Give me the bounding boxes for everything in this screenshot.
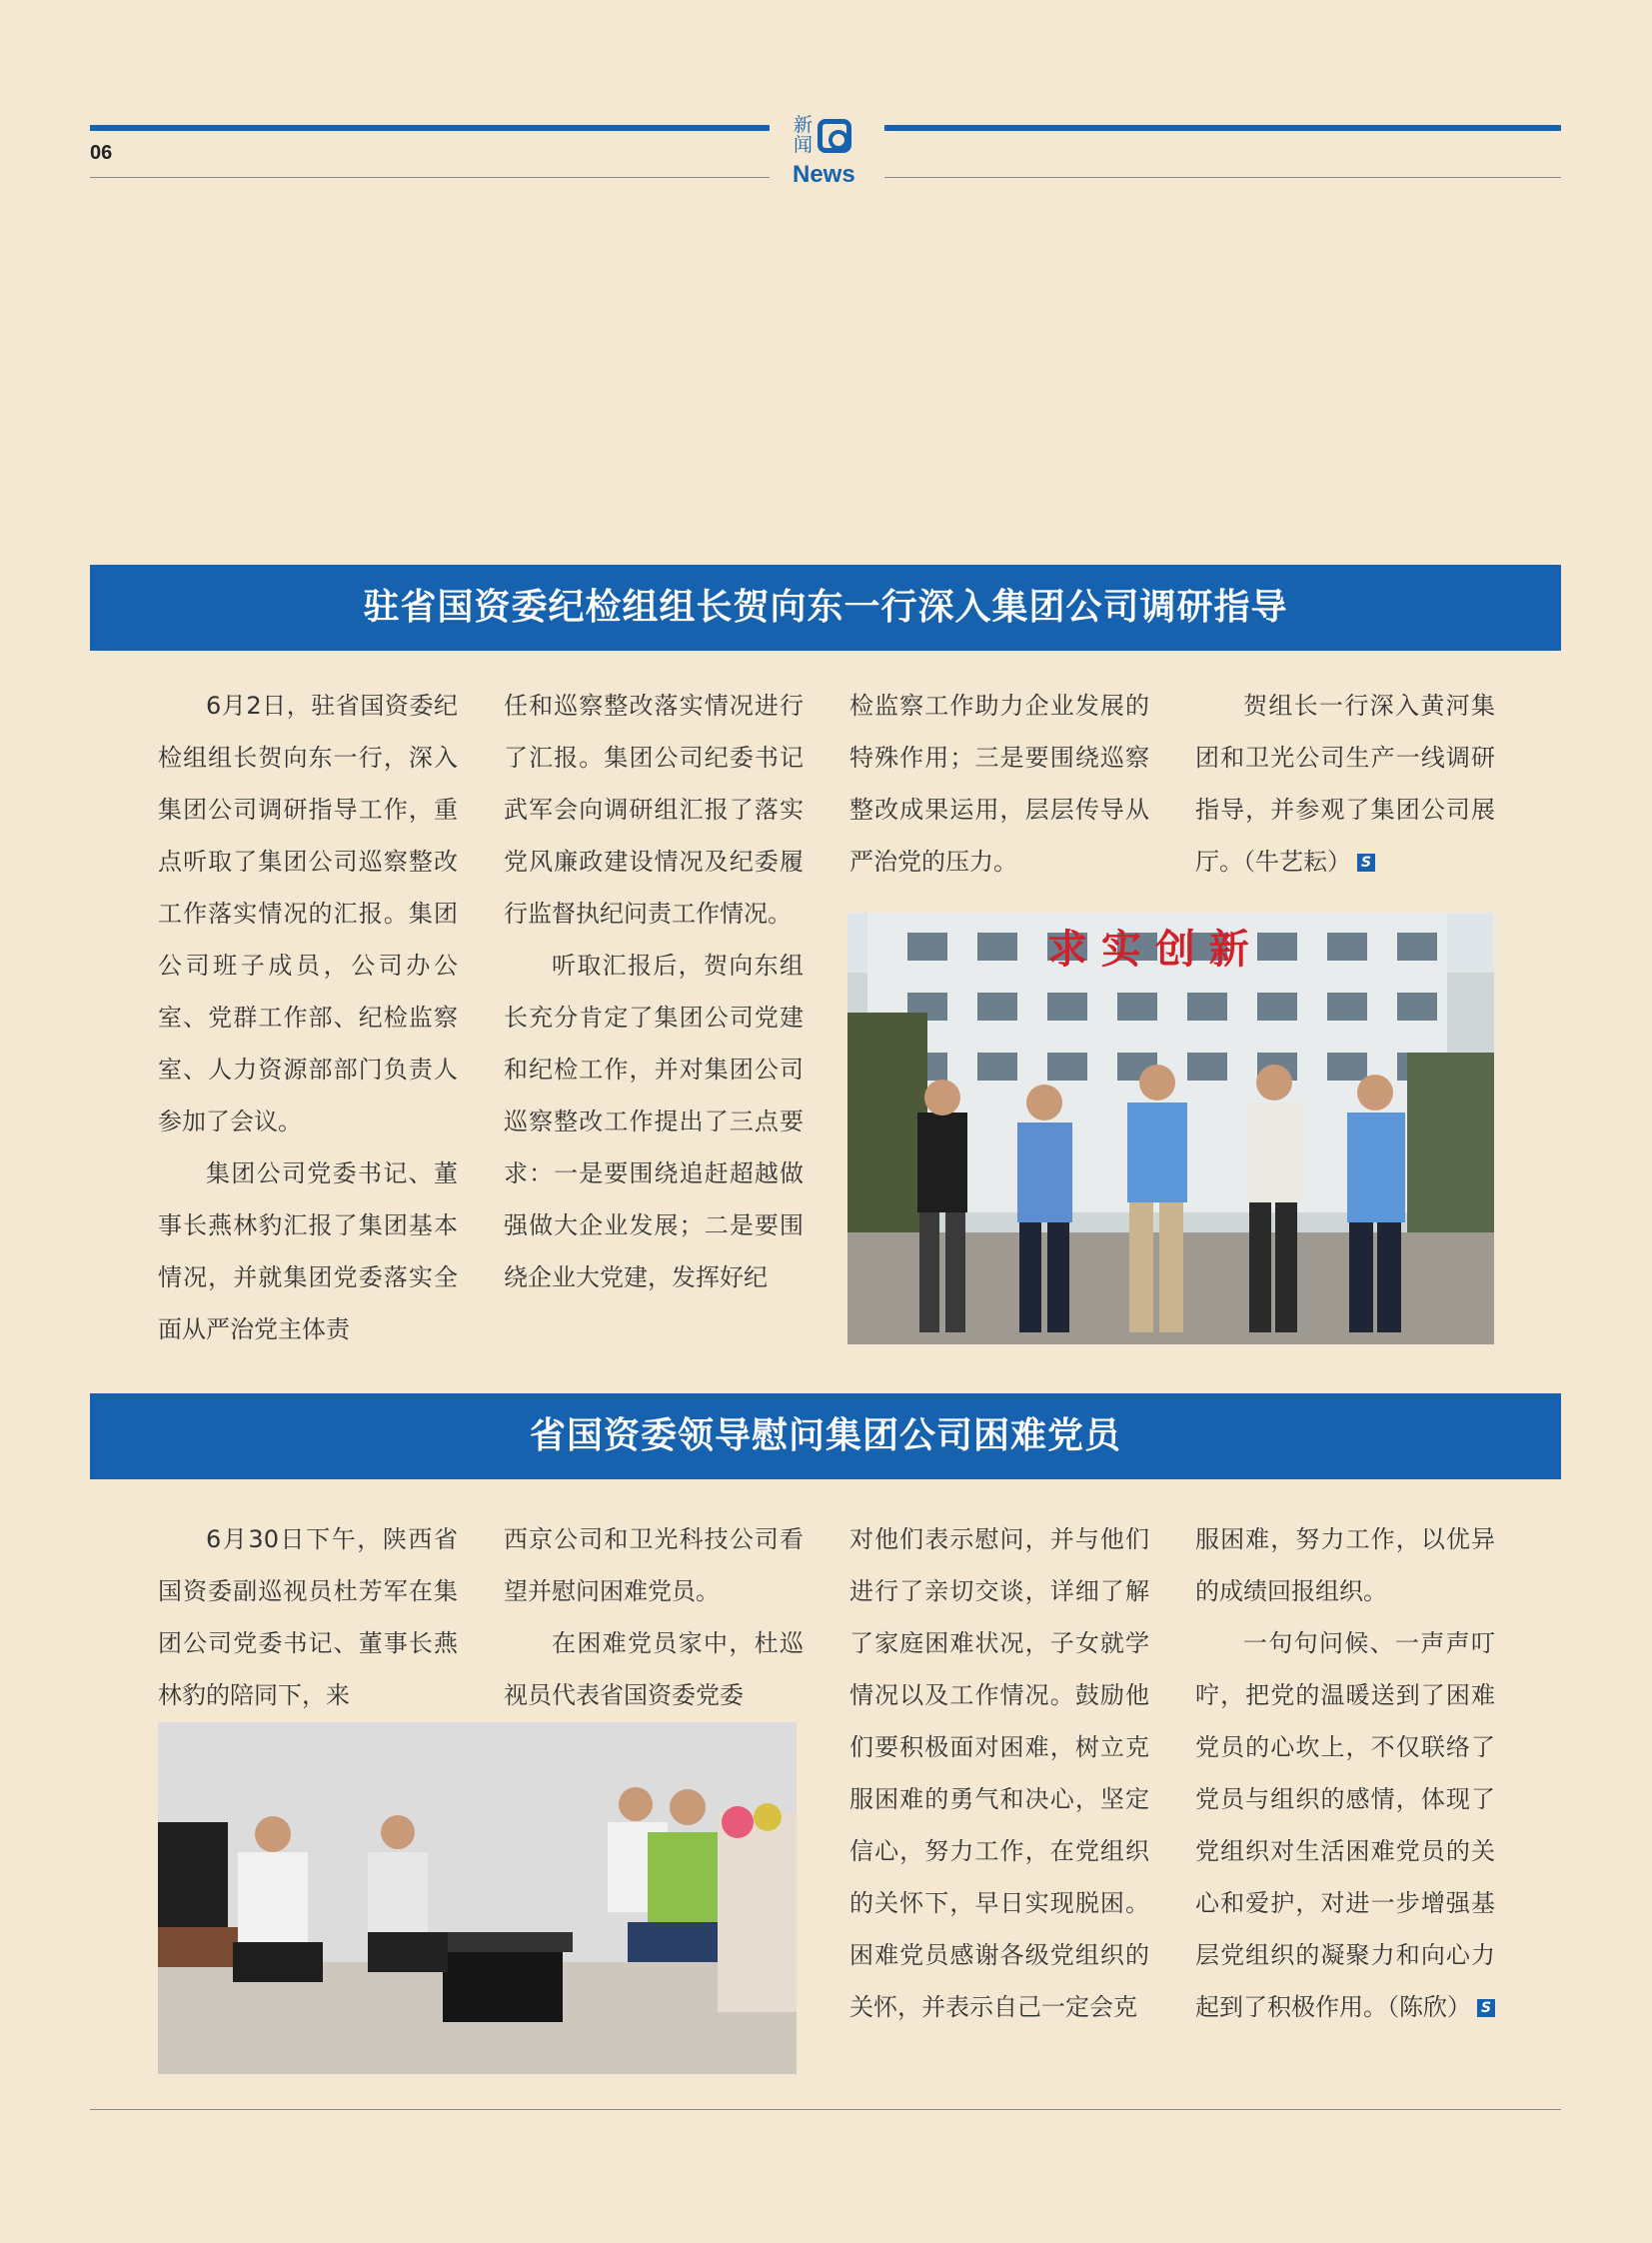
article1-col2 — [504, 680, 804, 1303]
logo-cn-char-1: 新 — [794, 114, 814, 136]
article1-title: 驻省国资委纪检组组长贺向东一行深入集团公司调研指导 — [90, 565, 1561, 651]
article2-col3-para1: 对他们表示慰问，并与他们进行了亲切交谈，详细了解了家庭困难状况，子女就学情况以及工作情况。鼓励他们要积极面对困难，树立克服困难的勇气和决心，坚定信心，努力工作，在党组织的关怀下，早日实现脱困。困难党员感谢各级党组织的关怀，并表示自己一定会克 — [849, 1525, 1149, 2021]
article2-col3 — [849, 1513, 1149, 2033]
end-mark-icon: S — [1357, 854, 1375, 872]
header-thin-rule-right — [884, 177, 1561, 178]
header-rule-left — [90, 125, 770, 131]
article1-col2-para2: 听取汇报后，贺向东组长充分肯定了集团公司党建和纪检工作，并对集团公司巡察整改工作提出了三点要求：一是要围绕追赶超越做强做大企业发展；二是要围绕企业大党建，发挥好纪 — [504, 952, 804, 1291]
footer-rule — [90, 2109, 1561, 2110]
page-number: 06 — [90, 142, 113, 164]
article2-col2 — [504, 1513, 804, 1721]
header-thin-rule-left — [90, 177, 770, 178]
article1-col1 — [158, 680, 458, 1355]
article2-col4-para2: 一句句问候、一声声叮咛，把党的温暖送到了困难党员的心坎上，不仅联络了党员与组织的感情，体现了党组织对生活困难党员的关心和爱护，对进一步增强基层党组织的凝聚力和向心力起到了积极作用。（陈欣） — [1195, 1629, 1495, 2021]
article2-col2-para2: 在困难党员家中，杜巡视员代表省国资委党委 — [504, 1629, 804, 1709]
article2-col1-para1: 6月30日下午，陕西省国资委副巡视员杜芳军在集团公司党委书记、董事长燕林豹的陪同下，来 — [158, 1525, 458, 1709]
end-mark-icon: S — [1477, 1999, 1495, 2017]
header-rule-right — [884, 125, 1561, 131]
article1-col1-para1: 6月2日，驻省国资委纪检组组长贺向东一行，深入集团公司调研指导工作，重点听取了集团公司巡察整改工作落实情况的汇报。集团公司班子成员，公司办公室、党群工作部、纪检监察室、人力资源部部门负责人参加了会议。 — [158, 692, 458, 1135]
article2-photo — [158, 1722, 797, 2074]
camera-icon — [818, 119, 851, 153]
article2-col4 — [1195, 1513, 1495, 2033]
article1-col3 — [849, 680, 1149, 888]
article2-col1 — [158, 1513, 458, 1721]
photo-sign-text: 求 实 创 新 — [1047, 927, 1249, 973]
article1-col1-para2: 集团公司党委书记、董事长燕林豹汇报了集团基本情况，并就集团党委落实全面从严治党主体责 — [158, 1159, 458, 1343]
article2-col4-para1: 服困难，努力工作，以优异的成绩回报组织。 — [1195, 1525, 1495, 1605]
article1-col4 — [1195, 680, 1495, 888]
logo-cn-text — [794, 115, 814, 155]
article1-photo — [847, 913, 1494, 1344]
article2-title: 省国资委领导慰问集团公司困难党员 — [90, 1393, 1561, 1479]
article2-col2-para1: 西京公司和卫光科技公司看望并慰问困难党员。 — [504, 1525, 804, 1605]
logo-en-text: News — [793, 161, 855, 188]
news-logo — [790, 115, 879, 195]
article1-col3-para1: 检监察工作助力企业发展的特殊作用；三是要围绕巡察整改成果运用，层层传导从严治党的压力。 — [849, 692, 1149, 876]
article1-col4-para1: 贺组长一行深入黄河集团和卫光公司生产一线调研指导，并参观了集团公司展厅。（牛艺耘） — [1195, 692, 1495, 876]
article1-col2-para1: 任和巡察整改落实情况进行了汇报。集团公司纪委书记武军会向调研组汇报了落实党风廉政建设情况及纪委履行监督执纪问责工作情况。 — [504, 692, 804, 928]
logo-cn-char-2: 闻 — [794, 134, 814, 156]
